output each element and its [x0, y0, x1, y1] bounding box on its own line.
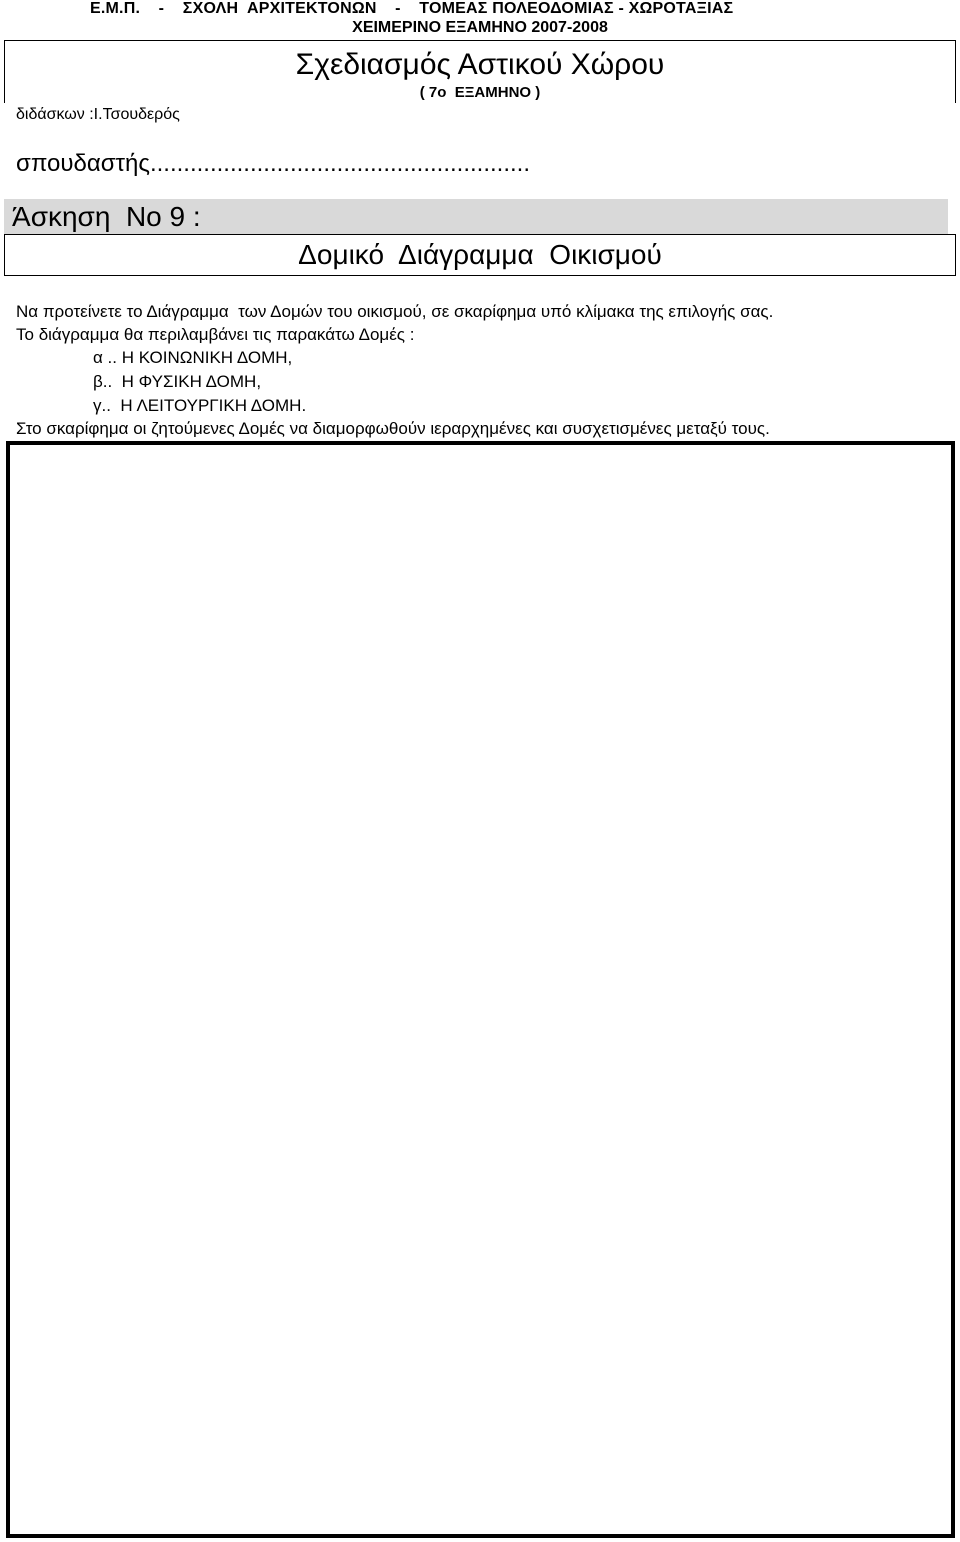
structure-item-physical: β.. Η ΦΥΣΙΚΗ ΔΟΜΗ,	[93, 372, 262, 391]
semester-header: ΧΕΙΜΕΡΙΝΟ ΕΞΑΜΗΝΟ 2007-2008	[352, 19, 608, 36]
sketch-area[interactable]	[6, 441, 955, 1538]
student-name-field[interactable]: σπουδαστής.........................................................	[16, 150, 531, 177]
semester-label: ( 7ο ΕΞΑΜΗΝΟ )	[419, 84, 541, 101]
exercise-number: Άσκηση Νο 9 :	[12, 201, 201, 232]
instruction-line: Στο σκαρίφημα οι ζητούμενες Δομές να διαμορφωθούν ιεραρχημένες και συσχετισμένες μεταξύ τους.	[16, 419, 770, 438]
instruction-line: Το διάγραμμα θα περιλαμβάνει τις παρακάτω Δομές :	[16, 325, 415, 344]
structure-item-social: α .. Η ΚΟΙΝΩΝΙΚΗ ΔΟΜΗ,	[93, 348, 293, 367]
instruction-line: Να προτείνετε το Διάγραμμα των Δομών του οικισμού, σε σκαρίφημα υπό κλίμακα της επιλογής σας.	[16, 302, 774, 321]
course-title: Σχεδιασμός Αστικού Χώρου	[295, 48, 665, 81]
structure-item-functional: γ.. Η ΛΕΙΤΟΥΡΓΙΚΗ ΔΟΜΗ.	[93, 396, 307, 415]
school-header: Ε.Μ.Π. - ΣΧΟΛΗ ΑΡΧΙΤΕΚΤΟΝΩΝ - ΤΟΜΕΑΣ ΠΟΛΕΟΔΟΜΙΑΣ - ΧΩΡΟΤΑΞΙΑΣ	[90, 0, 734, 17]
exercise-title: Δομικό Διάγραμμα Οικισμού	[298, 239, 662, 270]
instructor-label: διδάσκων :Ι.Τσουδερός	[16, 106, 180, 123]
